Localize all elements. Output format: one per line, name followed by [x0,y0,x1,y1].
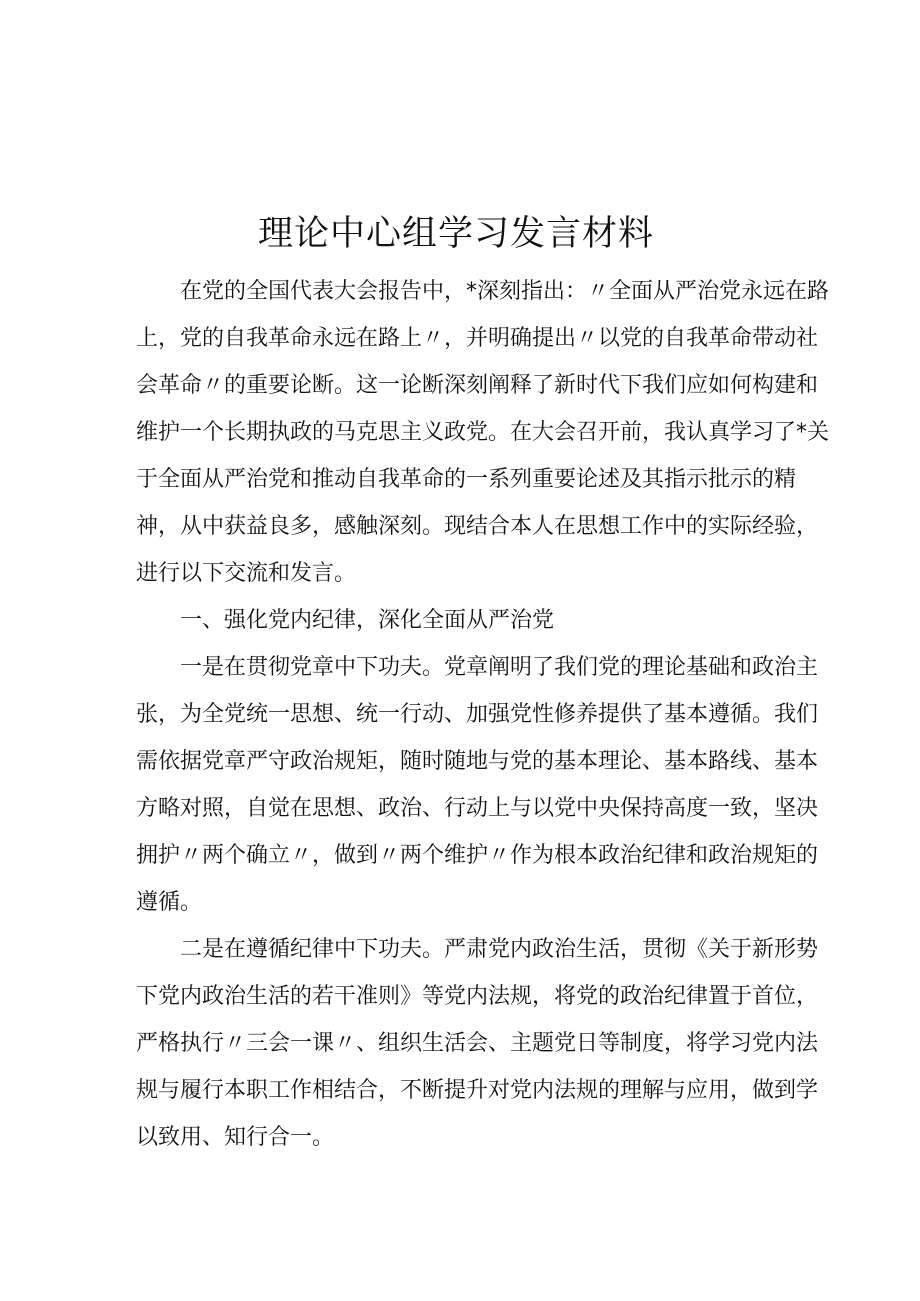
text-line: 于全面从严治党和推动自我革命的一系列重要论述及其指示批示的精 [136,467,797,492]
text-line: 方略对照，自觉在思想、政治、行动上与以党中央保持高度一致，坚决 [136,796,819,821]
text-line: 以致用、知行合一。 [136,1125,335,1150]
text-line: 需依据党章严守政治规矩，随时随地与党的基本理论、基本路线、基本 [136,749,819,774]
document-title: 理论中心组学习发言材料 [257,214,654,254]
text-line: 上，党的自我革命永远在路上〃，并明确提出〃以党的自我革命带动社 [136,326,819,351]
text-line: 在党的全国代表大会报告中，*深刻指出：〃全面从严治党永远在路 [180,279,830,304]
paragraph-intro [136,268,830,597]
text-line: 严格执行〃三会一课〃、组织生活会、主题党日等制度，将学习党内法 [136,1031,819,1056]
section-heading [136,597,786,644]
text-line: 下党内政治生活的若干准则》等党内法规，将党的政治纪律置于首位， [136,984,819,1009]
text-line: 拥护〃两个确立〃，做到〃两个维护〃作为根本政治纪律和政治规矩的 [136,843,819,868]
text-line: 会革命〃的重要论断。这一论断深刻阐释了新时代下我们应如何构建和 [136,373,819,398]
text-line: 一是在贯彻党章中下功夫。党章阐明了我们党的理论基础和政治主 [180,655,819,680]
text-line: 进行以下交流和发言。 [136,561,357,586]
paragraph-point-two [136,926,819,1161]
document-body [136,268,830,1161]
text-line: 遵循。 [136,890,203,915]
text-line: 张，为全党统一思想、统一行动、加强党性修养提供了基本遵循。我们 [136,702,819,727]
paragraph-point-one [136,644,819,926]
text-line: 神，从中获益良多，感触深刻。现结合本人在思想工作中的实际经验， [136,514,819,539]
text-line: 规与履行本职工作相结合，不断提升对党内法规的理解与应用，做到学 [136,1078,819,1103]
text-line: 二是在遵循纪律中下功夫。严肃党内政治生活，贯彻《关于新形势 [180,937,819,962]
section-heading-text: 一、强化党内纪律，深化全面从严治党 [180,608,555,633]
text-line: 维护一个长期执政的马克思主义政党。在大会召开前，我认真学习了*关 [136,420,830,445]
